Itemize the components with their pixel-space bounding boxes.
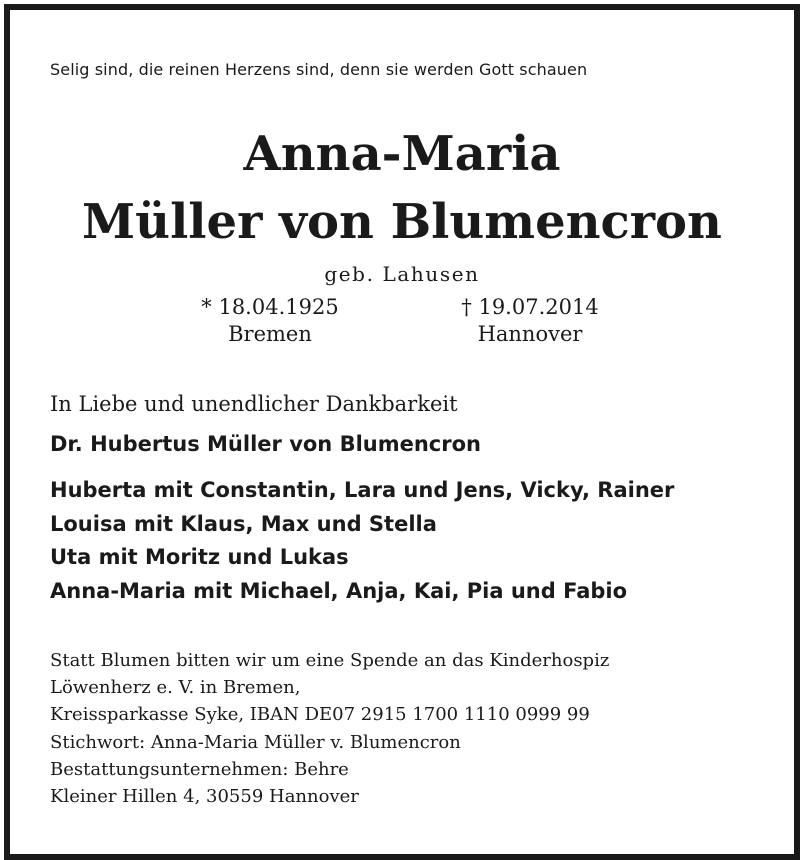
deceased-first-name: Anna-Maria xyxy=(243,126,561,182)
list-item: Anna-Maria mit Michael, Anja, Kai, Pia und Fabio xyxy=(50,578,628,603)
notice-line: Bestattungsunternehmen: Behre xyxy=(50,758,349,780)
obituary-content xyxy=(10,10,794,854)
obituary-frame xyxy=(4,4,800,860)
list-item: Huberta mit Constantin, Lara und Jens, Vicky, Rainer xyxy=(50,478,675,502)
deceased-last-name: Müller von Blumencron xyxy=(82,194,722,250)
birth-date: * 18.04.1925 xyxy=(201,295,339,319)
birth-place: Bremen xyxy=(228,322,312,346)
notice-line: Kleiner Hillen 4, 30559 Hannover xyxy=(50,786,359,808)
list-item: Uta mit Moritz und Lukas xyxy=(50,545,349,569)
spouse-name: Dr. Hubertus Müller von Blumencron xyxy=(50,432,481,456)
death-block xyxy=(440,294,620,348)
donation-notice xyxy=(50,647,609,810)
maiden-name: geb. Lahusen xyxy=(324,262,480,286)
motto-text: Selig sind, die reinen Herzens sind, denn sie werden Gott schauen xyxy=(50,60,588,79)
list-item: Louisa mit Klaus, Max und Stella xyxy=(50,511,437,536)
notice-line: Löwenherz e. V. in Bremen, xyxy=(50,677,301,699)
notice-line: Statt Blumen bitten wir um eine Spende an das Kinderhospiz xyxy=(50,650,610,671)
notice-line: Stichwort: Anna-Maria Müller v. Blumencron xyxy=(50,731,461,753)
notice-line: Kreissparkasse Syke, IBAN DE07 2915 1700 1110 0999 99 xyxy=(50,704,590,726)
birth-block xyxy=(180,294,360,348)
death-date: † 19.07.2014 xyxy=(461,295,599,319)
dedication-text: In Liebe und unendlicher Dankbarkeit xyxy=(50,392,458,416)
children-list xyxy=(50,474,674,608)
death-place: Hannover xyxy=(477,322,583,346)
